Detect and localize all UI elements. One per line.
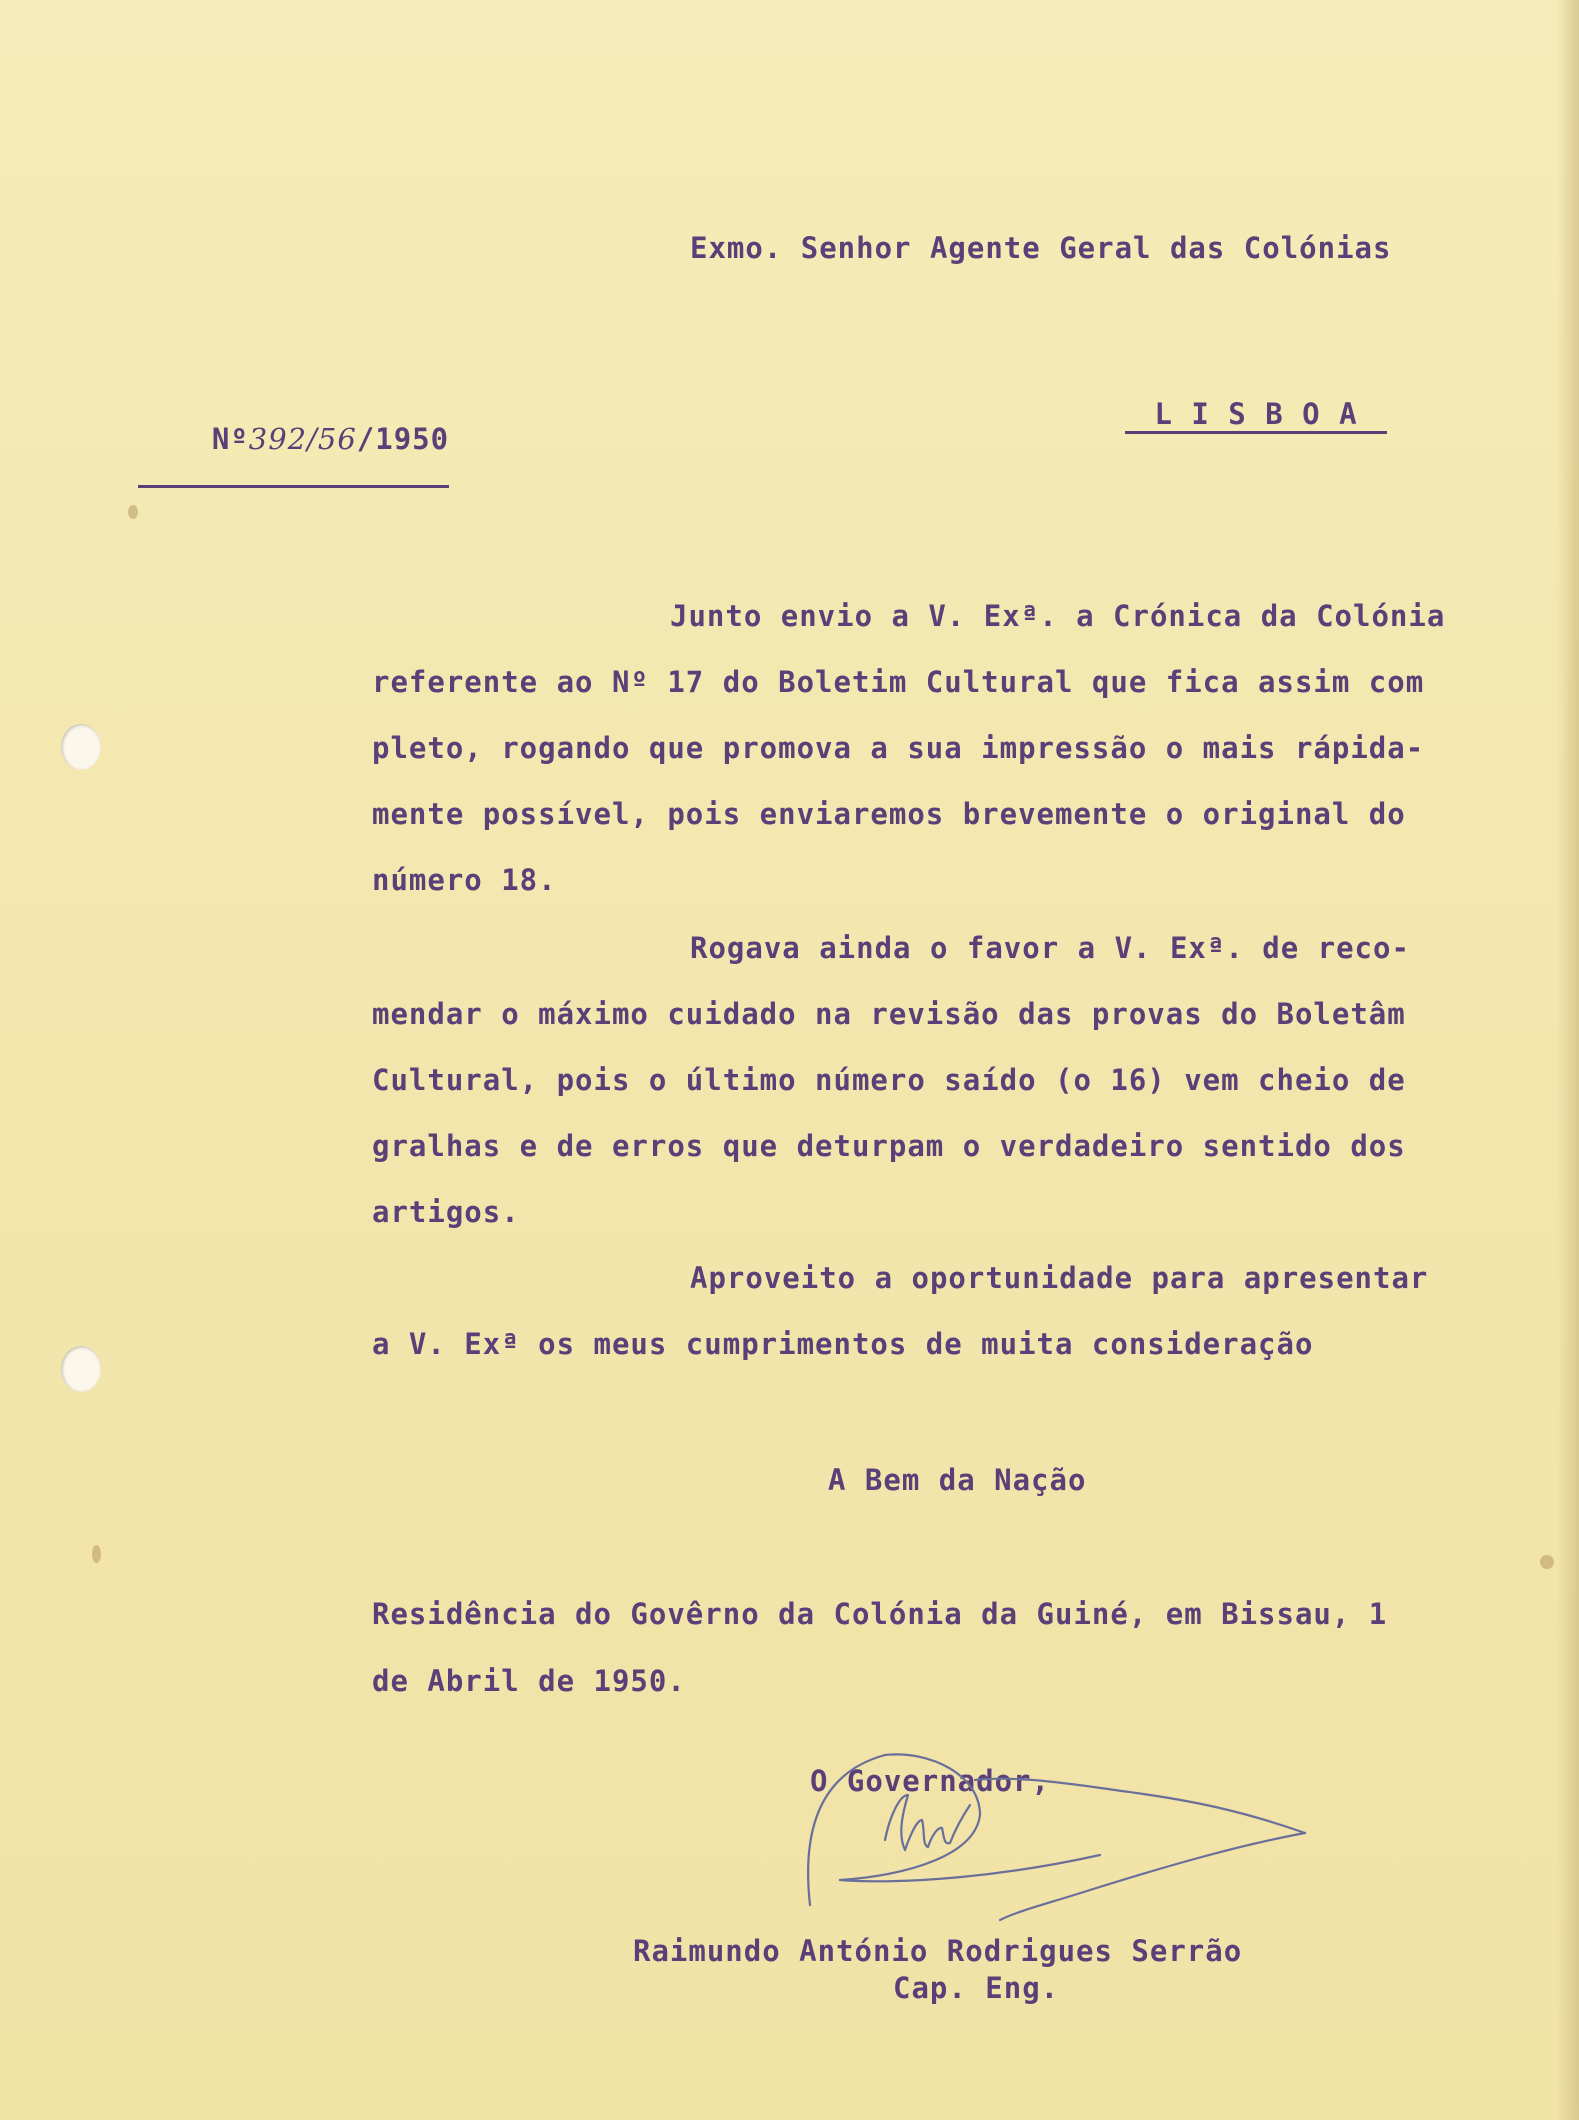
addressee: Exmo. Senhor Agente Geral das Colónias (690, 231, 1392, 265)
paragraph1-line5: número 18. (372, 863, 557, 897)
paragraph2-line5: artigos. (372, 1195, 520, 1229)
place-date-line2: de Abril de 1950. (372, 1664, 686, 1698)
paragraph1-line3: pleto, rogando que promova a sua impressão o mais rápida- (372, 731, 1425, 765)
paragraph1-line2: referente ao Nº 17 do Boletim Cultural que fica assim com (372, 665, 1425, 699)
signatory-name: Raimundo António Rodrigues Serrão (633, 1934, 1243, 1968)
signatory-title: O Governador, (810, 1764, 1050, 1798)
paragraph1-line4: mente possível, pois enviaremos brevemente o original do (372, 797, 1406, 831)
reference-prefix: Nº (211, 422, 249, 456)
punch-hole-top (61, 724, 101, 770)
salutation: A Bem da Nação (828, 1463, 1087, 1497)
paragraph2-line2: mendar o máximo cuidado na revisão das provas do Boletâm (372, 997, 1406, 1031)
paper-stain (1540, 1555, 1554, 1569)
place-date-line1: Residência do Govêrno da Colónia da Guiné, em Bissau, 1 (372, 1597, 1388, 1631)
paper-edge-shadow (1557, 0, 1579, 2120)
reference-number (138, 396, 449, 488)
paragraph2-line4: gralhas e de erros que deturpam o verdadeiro sentido dos (372, 1129, 1406, 1163)
paper-stain (128, 505, 138, 519)
paragraph3-line1: Aproveito a oportunidade para apresentar (690, 1261, 1429, 1295)
paper-stain (92, 1545, 101, 1563)
paragraph3-line2: a V. Exª os meus cumprimentos de muita consideração (372, 1327, 1314, 1361)
punch-hole-bottom (61, 1346, 101, 1392)
paragraph2-line1: Rogava ainda o favor a V. Exª. de reco- (690, 931, 1410, 965)
paragraph2-line3: Cultural, pois o último número saído (o 16) vem cheio de (372, 1063, 1406, 1097)
reference-handwritten-number: 392/56 (248, 422, 357, 456)
reference-year: /1950 (356, 422, 450, 456)
paragraph1-line1: Junto envio a V. Exª. a Crónica da Colónia (670, 599, 1446, 633)
signatory-rank: Cap. Eng. (893, 1971, 1060, 2005)
destination-city: L I S B O A (1125, 400, 1387, 434)
handwritten-signature (790, 1735, 1310, 1935)
